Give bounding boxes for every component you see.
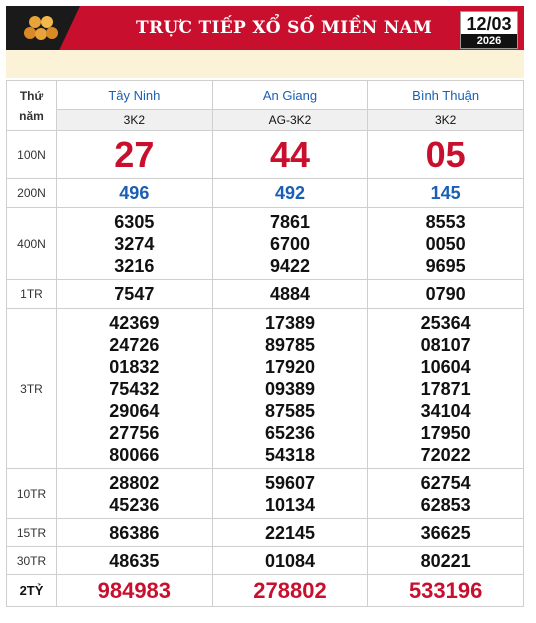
prize-cell (57, 519, 213, 547)
prize-cell (57, 469, 213, 519)
prize-label: 400N (7, 208, 57, 280)
prize-row (7, 179, 524, 208)
prize-cell (57, 575, 213, 607)
prize-number: 27756 (109, 422, 160, 443)
prize-number: 492 (274, 183, 305, 203)
prize-cell (212, 208, 368, 280)
prize-number: 34104 (420, 400, 471, 421)
prize-row (7, 208, 524, 280)
prize-cell (57, 280, 213, 309)
ticket-code: 3K2 (57, 110, 213, 131)
date-day: 12/03 (466, 14, 512, 34)
prize-cell (212, 575, 368, 607)
prize-number: 3216 (114, 255, 155, 276)
prize-number: 278802 (253, 577, 327, 603)
prize-number: 24726 (109, 334, 160, 355)
prize-cell (368, 519, 524, 547)
prize-label: 15TR (7, 519, 57, 547)
prize-number: 87585 (264, 400, 316, 421)
prize-number: 9695 (425, 255, 466, 276)
prize-number: 533196 (408, 577, 483, 603)
prize-cell (368, 547, 524, 575)
prize-cell (212, 131, 368, 179)
prize-number: 08107 (420, 334, 471, 355)
prize-number: 0050 (425, 233, 466, 254)
prize-number: 36625 (420, 522, 471, 543)
prize-label: 10TR (7, 469, 57, 519)
prize-label: 30TR (7, 547, 57, 575)
ticket-code: AG-3K2 (212, 110, 368, 131)
prize-cell (368, 131, 524, 179)
prize-row (7, 575, 524, 607)
sub-bar (6, 50, 524, 78)
prize-number: 01832 (109, 356, 160, 377)
prize-number: 80221 (420, 550, 471, 571)
prize-label: 3TR (7, 309, 57, 469)
prize-cell (368, 309, 524, 469)
prize-row (7, 131, 524, 179)
prize-cell (368, 280, 524, 309)
prize-number: 10134 (264, 494, 316, 515)
province-name[interactable]: Bình Thuận (368, 81, 524, 110)
day-label: Thứ năm (7, 81, 57, 131)
prize-number: 72022 (420, 444, 471, 465)
prize-row (7, 519, 524, 547)
prize-cell (212, 547, 368, 575)
header-banner (6, 6, 524, 50)
prize-cell (57, 309, 213, 469)
prize-number: 65236 (264, 422, 316, 443)
prize-label: 200N (7, 179, 57, 208)
results-table (6, 80, 524, 607)
prize-number: 0790 (425, 284, 466, 304)
prize-row (7, 469, 524, 519)
prize-label: 2TỶ (7, 575, 57, 607)
prize-number: 984983 (97, 577, 172, 603)
prize-cell (212, 519, 368, 547)
prize-number: 145 (430, 183, 461, 203)
ticket-code: 3K2 (368, 110, 524, 131)
prize-number: 86386 (109, 522, 160, 543)
lottery-balls-icon (24, 14, 58, 42)
prize-cell (212, 179, 368, 208)
prize-number: 29064 (109, 400, 160, 421)
prize-number: 17389 (264, 312, 316, 333)
prize-cell (368, 208, 524, 280)
prize-number: 22145 (264, 522, 316, 543)
prize-cell (57, 547, 213, 575)
prize-label: 100N (7, 131, 57, 179)
prize-cell (57, 131, 213, 179)
prize-number: 6700 (269, 233, 310, 254)
prize-number: 9422 (269, 255, 310, 276)
prize-number: 7861 (269, 211, 310, 232)
prize-cell (368, 179, 524, 208)
prize-number: 25364 (420, 312, 471, 333)
date-year: 2026 (461, 34, 517, 48)
prize-number: 80066 (109, 444, 160, 465)
prize-label: 1TR (7, 280, 57, 309)
prize-number: 89785 (264, 334, 316, 355)
prize-cell (212, 280, 368, 309)
prize-number: 27 (114, 133, 155, 175)
prize-number: 28802 (109, 472, 160, 493)
prize-number: 44 (269, 133, 310, 175)
date-badge (460, 11, 518, 49)
prize-number: 7547 (114, 284, 155, 304)
prize-number: 05 (425, 133, 466, 175)
province-name[interactable]: Tây Ninh (57, 81, 213, 110)
province-name[interactable]: An Giang (212, 81, 368, 110)
prize-number: 62754 (420, 472, 471, 493)
prize-number: 42369 (109, 312, 160, 333)
prize-row (7, 280, 524, 309)
prize-number: 17871 (420, 378, 471, 399)
prize-number: 3274 (114, 233, 155, 254)
page-title: TRỰC TIẾP XỔ SỐ MIỀN NAM (136, 18, 433, 38)
prize-cell (212, 469, 368, 519)
prize-number: 75432 (109, 378, 160, 399)
prize-row (7, 547, 524, 575)
prize-number: 8553 (425, 211, 466, 232)
prize-cell (212, 309, 368, 469)
prize-cell (57, 179, 213, 208)
prize-number: 09389 (264, 378, 316, 399)
prize-number: 59607 (264, 472, 316, 493)
prize-number: 48635 (109, 550, 160, 571)
prize-cell (57, 208, 213, 280)
prize-cell (368, 469, 524, 519)
prize-number: 62853 (420, 494, 471, 515)
prize-number: 54318 (264, 444, 316, 465)
prize-cell (368, 575, 524, 607)
prize-number: 45236 (109, 494, 160, 515)
prize-number: 17920 (264, 356, 316, 377)
prize-number: 496 (119, 183, 150, 203)
prize-number: 17950 (420, 422, 471, 443)
prize-number: 4884 (269, 284, 310, 304)
prize-number: 6305 (114, 211, 155, 232)
prize-number: 10604 (420, 356, 471, 377)
prize-row (7, 309, 524, 469)
prize-number: 01084 (264, 550, 316, 571)
